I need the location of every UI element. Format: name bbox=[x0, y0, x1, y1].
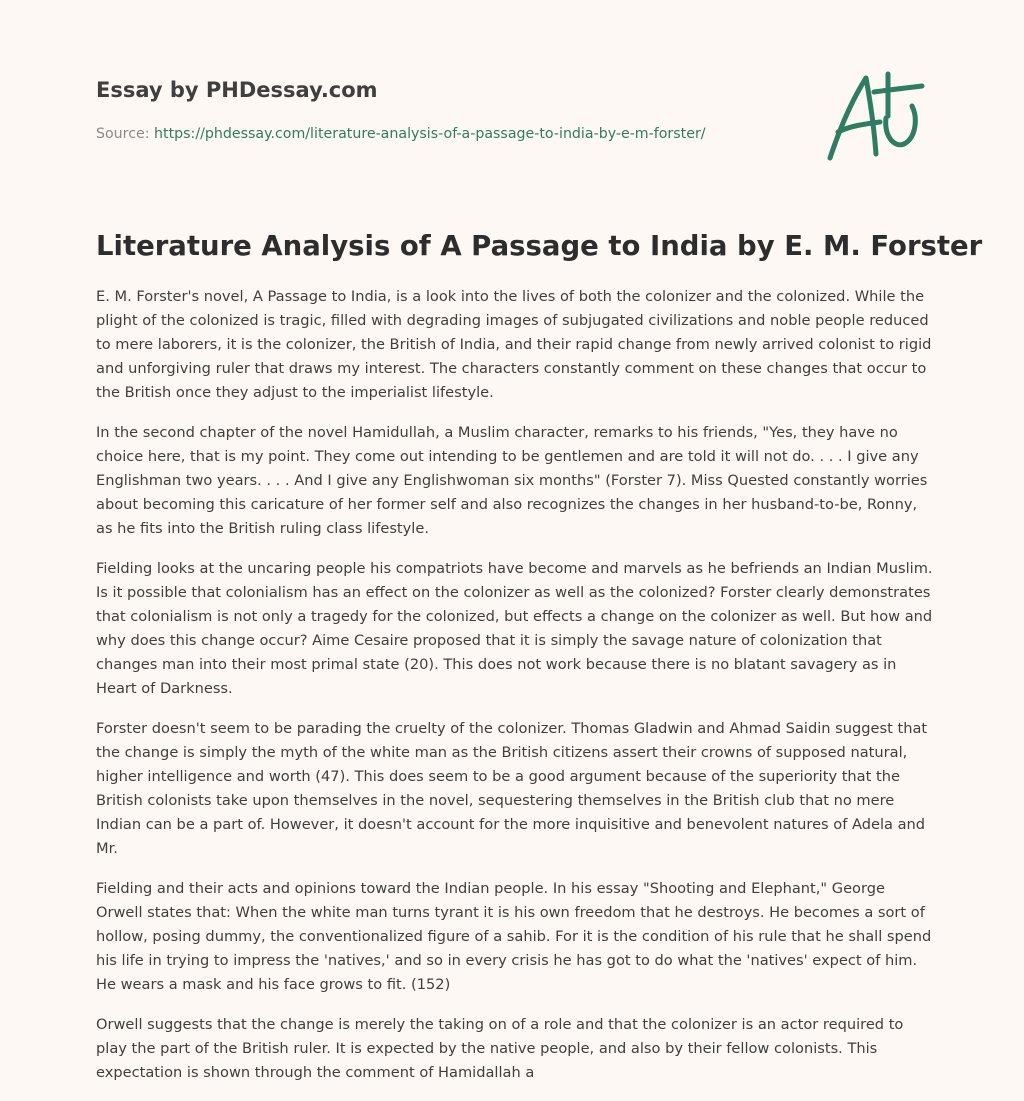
essay-paragraph: Fielding looks at the uncaring people his compatriots have become and marvels as he befriends an Indian Muslim. Is it possible that colonialism has an effect on the colonizer as well as the colonized? Forster clearly demonstrates that colonialism is not only a tragedy for the colonized, but effects a change on the colonizer as well. But how and why does this change occur? Aime Cesaire proposed that it is simply the savage nature of colonization that changes man into their most primal state (20). This does not work because there is no blatant savagery as in Heart of Darkness. bbox=[96, 560, 933, 697]
essay-header bbox=[96, 76, 796, 144]
essay-title: Literature Analysis of A Passage to India by E. M. Forster bbox=[96, 230, 983, 262]
source-line bbox=[96, 124, 796, 144]
a-plus-logo-icon bbox=[818, 66, 930, 166]
essay-paragraph: E. M. Forster's novel, A Passage to India, is a look into the lives of both the colonizer and the colonized. While the plight of the colonized is tragic, filled with degrading images of subjugated civilizations and noble people reduced to mere laborers, it is the colonizer, the British of India, and their rapid change from newly arrived colonist to rigid and unforgiving ruler that draws my interest. The characters constantly comment on these changes that occur to the British once they adjust to the imperialist lifestyle. bbox=[96, 288, 932, 401]
source-label: Source: bbox=[96, 126, 150, 142]
a-plus-logo bbox=[818, 66, 930, 166]
essay-body bbox=[96, 285, 936, 1101]
essay-paragraph: Forster doesn't seem to be parading the cruelty of the colonizer. Thomas Gladwin and Ahmad Saidin suggest that the change is simply the myth of the white man as the British citizens assert their crowns of supposed natural, higher intelligence and worth (47). This does seem to be a good argument because of the superiority that the British colonists take upon themselves in the novel, sequestering themselves in the British club that no mere Indian can be a part of. However, it doesn't account for the more inquisitive and benevolent natures of Adela and Mr. bbox=[96, 720, 928, 857]
site-title: Essay by PHDessay.com bbox=[96, 78, 378, 102]
essay-paragraph: Orwell suggests that the change is merely the taking on of a role and that the colonizer is an actor required to play the part of the British ruler. It is expected by the native people, and also by their fellow colonists. This expectation is shown through the comment of Hamidallah a bbox=[96, 1016, 904, 1081]
essay-paragraph: In the second chapter of the novel Hamidullah, a Muslim character, remarks to his friends, "Yes, they have no choice here, that is my point. They come out intending to be gentlemen and are told it will not do. . . . I give any Englishman two years. . . . And I give any Englishwoman six months" (Forster 7). Miss Quested constantly worries about becoming this caricature of her former self and also recognizes the changes in her husband-to-be, Ronny, as he fits into the British ruling class lifestyle. bbox=[96, 424, 928, 537]
source-link[interactable]: https://phdessay.com/literature-analysis-of-a-passage-to-india-by-e-m-forster/ bbox=[154, 126, 706, 142]
essay-paragraph: Fielding and their acts and opinions toward the Indian people. In his essay "Shooting and Elephant," George Orwell states that: When the white man turns tyrant it is his own freedom that he destroys. He becomes a sort of hollow, posing dummy, the conventionalized figure of a sahib. For it is the condition of his rule that he shall spend his life in trying to impress the 'natives,' and so in every crisis he has got to do what the 'natives' expect of him. He wears a mask and his face grows to fit. (152) bbox=[96, 880, 932, 993]
